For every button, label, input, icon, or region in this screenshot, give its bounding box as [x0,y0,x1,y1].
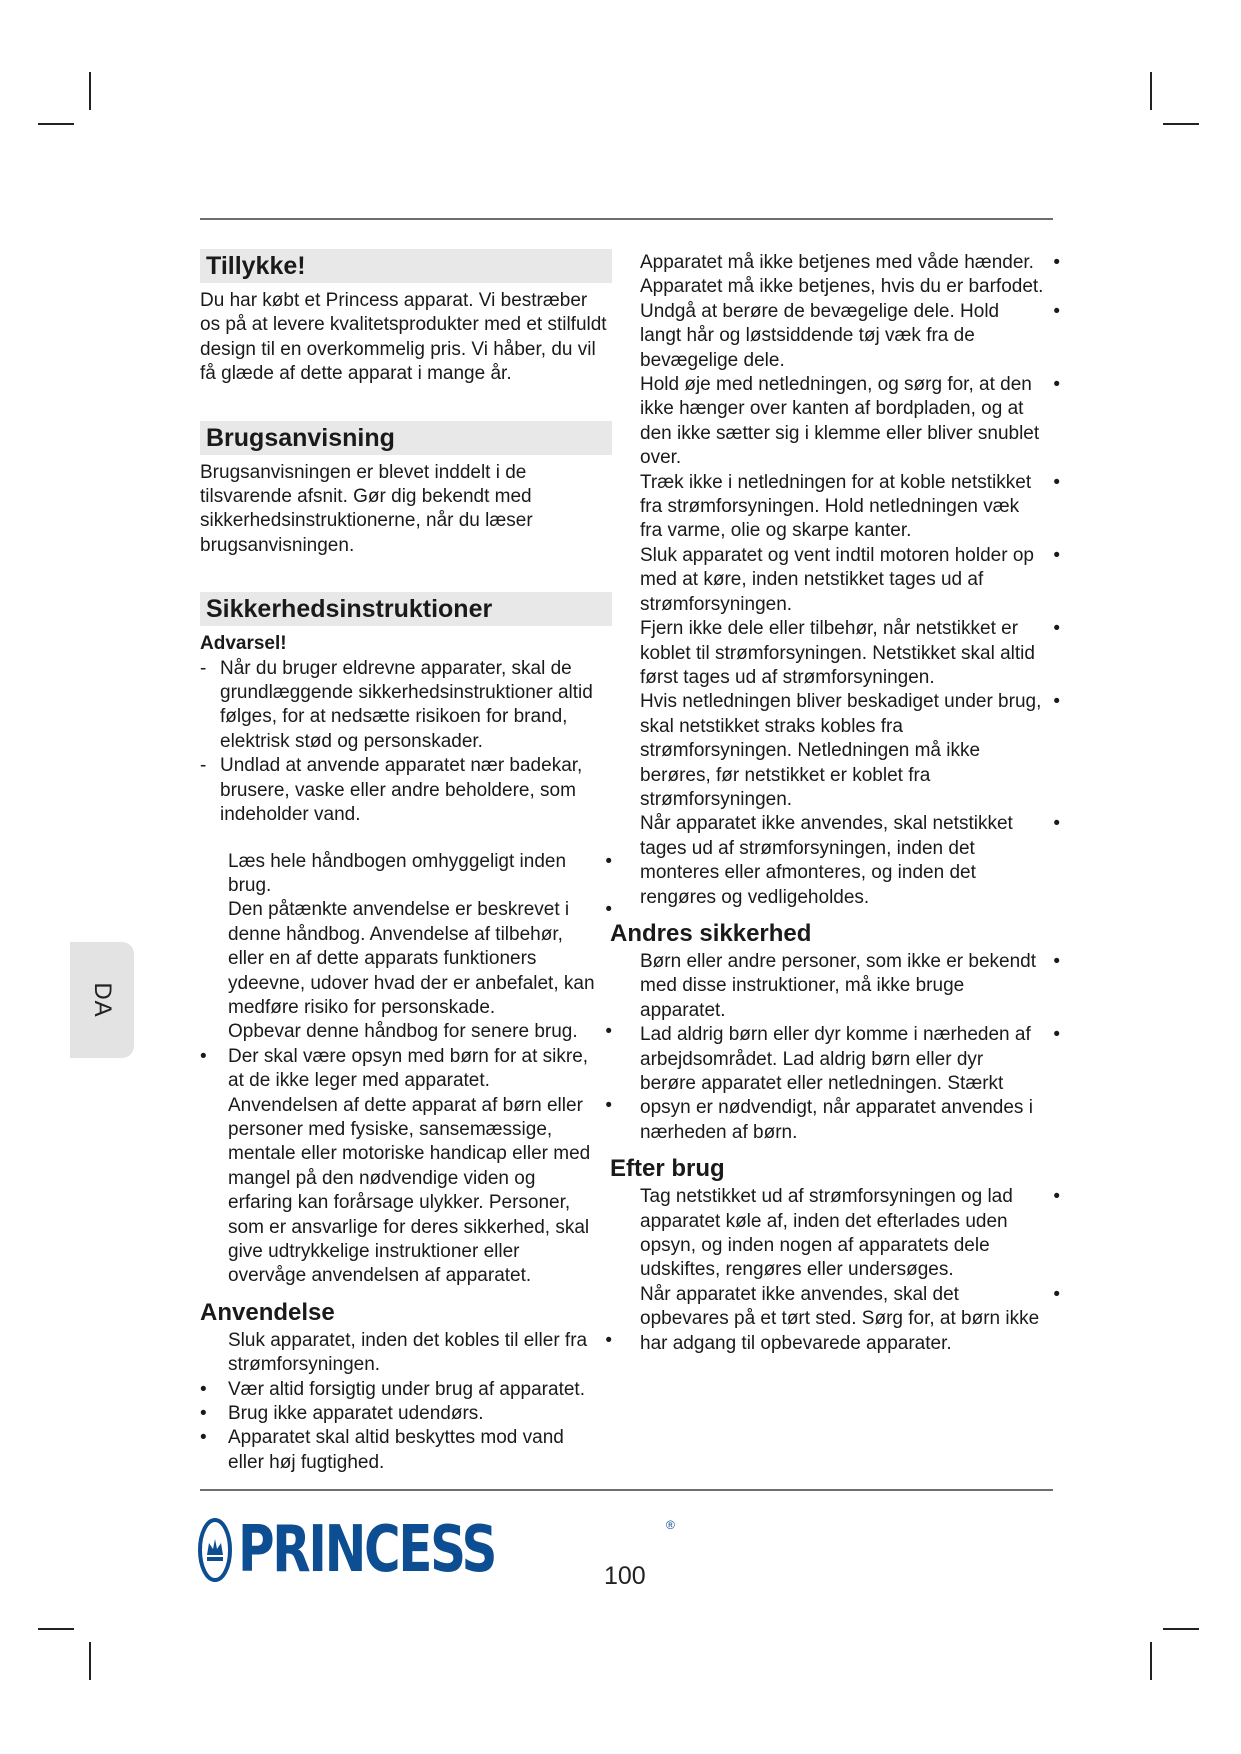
bullet-marker: • [200,1045,207,1067]
bullet-marker: • [200,1378,207,1400]
bullet-marker: • [1053,950,1060,972]
list-item: - Undlad at anvende apparatet nær badekar, brusere, vaske eller andre beholdere, som indeholder vand. [200,755,583,826]
bullet-marker: • [605,1021,612,1043]
list-item: Læs hele håndbogen omhyggeligt inden brug. • [228,850,612,896]
tillykke-text: Du har købt et Princess apparat. Vi bestræber os på at levere kvalitetsprodukter med et stilfuldt design til en overkommelig pris. Vi håber, du vil få glæde af dette apparat i mange år. [200,290,607,385]
list-item: Apparatet må ikke betjenes med våde hænder. Apparatet må ikke betjenes, hvis du er barfodet. • [640,252,1060,298]
bullet-marker: • [1053,813,1060,835]
heading-efter-brug: Efter brug [610,1155,725,1183]
heading-sikkerhedsinstruktioner: Sikkerhedsinstruktioner [200,592,612,626]
list-item: • Vær altid forsigtig under brug af apparatet. [200,1378,612,1402]
list-item: • Brug ikke apparatet udendørs. [200,1402,612,1426]
language-tab-label: DA [89,982,116,1018]
crop-mark [1163,1628,1199,1630]
princess-crown-icon [198,1517,232,1583]
crop-mark [38,123,74,125]
list-item: Lad aldrig børn eller dyr komme i nærheden af arbejdsområdet. Lad aldrig børn eller dyr berøre apparatet eller netledningen. Stærkt opsyn er nødvendigt, når apparatet anvendes i nærheden af børn. • [640,1024,1060,1143]
list-item: Den påtænkte anvendelse er beskrevet i denne håndbog. Anvendelse af tilbehør, eller en af dette apparats funktioners ydeevne, udover hvad der er anbefalet, kan medføre risiko for personskade. • [228,899,612,1018]
list-item: Sluk apparatet og vent indtil motoren holder op med at køre, inden netstikket tages ud af strømforsyningen. • [640,544,1060,615]
list-item: - Når du bruger eldrevne apparater, skal de grundlæggende sikkerhedsinstruktioner altid følges, for at nedsætte risikoen for brand, elektrisk stød og personskader. [200,657,593,752]
list-item: Børn eller andre personer, som ikke er bekendt med disse instruktioner, må ikke bruge apparatet. • [640,950,1060,1021]
list-item: Anvendelsen af dette apparat af børn eller personer med fysiske, sansemæssige, mentale eller motoriske handicap eller med mangel på den nødvendige viden og erfaring kan forårsage ulykker. Personer, som er ansvarlige for deres sikkerhed, skal give udtrykkelige instruktioner eller overvåge anvendelsen af apparatet. • [228,1094,612,1287]
list-item: • Der skal være opsyn med børn for at sikre, at de ikke leger med apparatet. [200,1045,589,1092]
list-item: Undgå at berøre de bevægelige dele. Hold langt hår og løstsiddende tøj væk fra de bevægelige dele. • [640,300,1060,371]
bullet-marker: • [1053,300,1060,322]
list-item: Tag netstikket ud af strømforsyningen og lad apparatet køle af, inden det efterlades uden opsyn, og inden nogen af apparatets dele udskiftes, rengøres eller undersøges. • [640,1186,1060,1281]
crop-mark [38,1628,74,1630]
bottom-rule [200,1489,1053,1491]
list-item: Hold øje med netledningen, og sørg for, at den ikke hænger over kanten af bordpladen, og at den ikke sætter sig i klemme eller bliver snublet over. • [640,374,1060,469]
heading-andres-sikkerhed: Andres sikkerhed [610,919,812,947]
bullet-marker: • [1053,1186,1060,1208]
crop-mark [1163,123,1199,125]
crop-mark [89,72,91,110]
list-item: • Apparatet skal altid beskyttes mod vand eller høj fugtighed. [200,1427,564,1473]
list-item: Når apparatet ikke anvendes, skal netstikket tages ud af strømforsyningen, inden det monteres eller afmonteres, og inden det rengøres og vedligeholdes. • [640,813,1060,908]
bullet-marker: • [1053,252,1060,273]
list-item: Fjern ikke dele eller tilbehør, når netstikket er koblet til strømforsyningen. Netstikket skal altid først tages ud af strømforsyningen. • [640,618,1060,688]
bullet-marker: • [1053,691,1060,713]
crop-mark [1150,1642,1152,1680]
list-item: Sluk apparatet, inden det kobles til eller fra strømforsyningen. • [228,1329,612,1376]
bullet-marker: • [605,850,612,872]
heading-tillykke: Tillykke! [200,249,612,283]
language-tab [70,942,134,1058]
bullet-marker: • [1053,1283,1060,1305]
brugsanvisning-text: Brugsanvisningen er blevet inddelt i de tilsvarende afsnit. Gør dig bekendt med sikkerhedsinstruktionerne, når du læser brugsanvisningen. [200,461,533,556]
dash-marker: - [200,755,207,777]
bullet-marker: • [605,1094,612,1116]
bullet-marker: • [1053,471,1060,493]
bullet-marker: • [1053,374,1060,396]
list-item: Når apparatet ikke anvendes, skal det opbevares på et tørt sted. Sørg for, at børn ikke har adgang til opbevarede apparater. • [640,1283,1060,1354]
dash-marker: - [200,657,207,679]
bullet-marker: • [605,1329,612,1351]
heading-brugsanvisning: Brugsanvisning [200,421,612,455]
left-column [200,249,612,1475]
crop-mark [1150,72,1152,110]
bullet-marker: • [1053,1024,1060,1046]
list-item: Hvis netledningen bliver beskadiget under brug, skal netstikket straks kobles fra strømforsyningen. Netledningen må ikke berøres, før netstikket er koblet fra strømforsyningen. • [640,691,1060,810]
bullet-marker: • [1053,544,1060,566]
heading-anvendelse: Anvendelse [200,1298,335,1326]
warning-label: Advarsel! [200,633,287,655]
page-number: 100 [604,1562,646,1590]
crop-mark [89,1642,91,1680]
top-rule [200,218,1053,220]
list-item: Opbevar denne håndbog for senere brug. • [200,1020,612,1044]
right-column [610,251,1060,1356]
bullet-marker: • [200,1403,207,1425]
bullet-marker: • [200,1427,207,1449]
list-item: Træk ikke i netledningen for at koble netstikket fra strømforsyningen. Hold netledningen væk fra varme, olie og skarpe kanter. • [640,471,1060,542]
bullet-marker: • [1053,618,1060,640]
logo-wordmark: PRINCESS [238,1513,496,1587]
bullet-marker: • [605,899,612,921]
registered-mark: ® [666,1518,675,1532]
